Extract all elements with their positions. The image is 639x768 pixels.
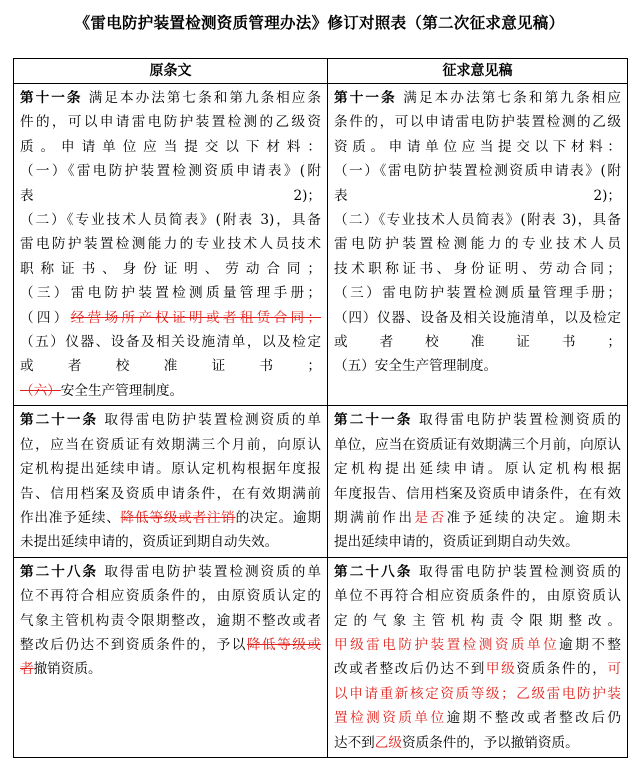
clause-text: 达不到: [334, 734, 375, 751]
original-cell-art21: [14, 406, 328, 557]
clause-text: 单位不再符合相应资质条件的，由原资质认: [334, 588, 621, 605]
text-line: [20, 86, 321, 110]
text-line: [334, 208, 621, 232]
text-line: [334, 706, 621, 730]
clause-text: 表 2)；: [20, 187, 321, 204]
text-line: [20, 281, 321, 305]
page-title: 《雷电防护装置检测资质管理办法》修订对照表（第二次征求意见稿）: [74, 13, 565, 32]
clause-text: 取得雷电防护装置检测资质的单: [98, 563, 321, 580]
article-number: 第二十八条: [334, 563, 413, 580]
clause-text: 或者校准证书；: [20, 358, 321, 375]
text-line: [334, 584, 621, 608]
comparison-table: [13, 58, 628, 758]
article-number: 第二十一条: [20, 412, 99, 429]
clause-text: 告、信用档案及资质申请条件，在有效期满前: [20, 485, 321, 502]
text-line: [334, 306, 621, 330]
original-cell-art11: [14, 84, 328, 406]
article-number: 第二十八条: [20, 563, 99, 580]
text-line: [334, 135, 621, 159]
clause-text: 年度报告、信用档案及资质申请条件，在有效: [334, 485, 621, 502]
text-line: [334, 110, 621, 134]
clause-text: 整改后仍达不到资质条件的，予以: [20, 636, 247, 653]
clause-text: 或者校准证书；: [334, 334, 621, 351]
clause-text: 满足本办法第七条和第九条相应条: [82, 90, 321, 106]
added-text: 是否: [414, 509, 447, 526]
deleted-text: （六）: [20, 382, 61, 399]
clause-text: 资质条件的，予以撤销资质。: [401, 734, 579, 751]
clause-text: 技术职称证书、身份证明、劳动合同；: [334, 260, 621, 277]
text-line: [20, 354, 321, 378]
clause-text: 逾期不整: [559, 636, 621, 653]
clause-text: 单位，应当在资质证有效期满三个月前，向原认: [334, 436, 621, 453]
text-line: [20, 159, 321, 183]
clause-text: 逾期不整改或者整改后仍: [446, 710, 621, 727]
clause-text: 撤销资质。: [33, 661, 102, 678]
text-line: [20, 457, 321, 481]
clause-text: （五）仪器、设备及相关设施清单，以及检定: [20, 334, 321, 351]
text-line: [334, 433, 621, 457]
clause-text: 未提出延续申请的，资质证到期自动失效。: [20, 534, 279, 551]
clause-text: （二）《专业技术人员简表》(附表 3)，具备: [334, 212, 621, 229]
deleted-text: 者: [20, 661, 34, 678]
text-line: [20, 560, 321, 584]
text-line: [20, 633, 321, 657]
text-line: [20, 257, 321, 281]
text-line: [20, 135, 321, 159]
clause-text: （三）雷电防护装置检测质量管理手册；: [20, 285, 321, 302]
clause-text: 定的气象主管机构责令限期整改。: [334, 612, 621, 629]
text-line: [334, 731, 621, 755]
clause-text: 提出延续申请的，资质证到期自动失效。: [334, 534, 579, 551]
table-row: [14, 84, 628, 406]
clause-text: （四）: [20, 309, 71, 326]
clause-text: 作出准予延续、: [20, 509, 121, 526]
text-line: [20, 408, 321, 432]
article-number: 第十一条: [20, 90, 83, 106]
clause-text: 位不再符合相应资质条件的，由原资质认定的: [20, 588, 321, 605]
text-line: [334, 609, 621, 633]
text-line: [20, 433, 321, 457]
clause-text: 职称证书、身份证明、劳动合同；: [20, 260, 321, 277]
original-cell-art28: [14, 557, 328, 757]
text-line: [20, 110, 321, 134]
added-text: 以申请重新核定资质等级；乙级雷电防护装: [334, 685, 621, 702]
clause-text: 改或者整改后仍达不到: [334, 661, 486, 678]
added-text: 甲级雷电防护装置检测资质单位: [334, 636, 560, 653]
added-text: 可: [607, 661, 621, 678]
clause-text: 取得雷电防护装置检测资质的单: [98, 412, 321, 429]
text-line: [20, 482, 321, 506]
clause-text: 期满前作出: [334, 509, 415, 526]
clause-text: 安全生产管理制度。: [60, 382, 184, 399]
clause-text: 条件的，可以申请雷电防护装置检测的乙级: [334, 114, 621, 131]
clause-text: （三）雷电防护装置检测质量管理手册；: [334, 285, 621, 302]
text-line: [334, 530, 621, 554]
text-line: [334, 257, 621, 281]
text-line: [20, 330, 321, 354]
clause-text: 质。申请单位应当提交以下材料：: [20, 138, 321, 155]
header-draft: 征求意见稿: [328, 59, 628, 84]
text-line: [20, 306, 321, 330]
added-text: 置检测资质单位: [334, 710, 447, 727]
table-row: [14, 406, 628, 557]
text-line: [334, 159, 621, 183]
clause-text: 雷电防护装置检测能力的专业技术人员: [334, 236, 621, 253]
text-line: [334, 354, 621, 378]
text-line: [334, 281, 621, 305]
clause-text: 定机构提出延续申请。原认定机构根据年度报: [20, 461, 321, 478]
text-line: [20, 609, 321, 633]
draft-cell-art28: [328, 557, 628, 757]
clause-text: （五）安全生产管理制度。: [334, 358, 498, 375]
clause-text: 定机构提出延续申请。原认定机构根据: [334, 461, 621, 478]
draft-cell-art11: [328, 84, 628, 406]
clause-text: 雷电防护装置检测能力的专业技术人员技术: [20, 236, 321, 253]
deleted-text: 经营场所产权证明或者租赁合同；: [70, 309, 321, 326]
clause-text: 位，应当在资质证有效期满三个月前，向原认: [20, 436, 321, 453]
text-line: [334, 457, 621, 481]
table-row: [14, 557, 628, 757]
draft-cell-art21: [328, 406, 628, 557]
text-line: [20, 208, 321, 232]
text-line: [334, 408, 621, 432]
text-line: [334, 330, 621, 354]
deleted-text: 降低等级或: [246, 636, 321, 653]
article-number: 第二十一条: [334, 412, 413, 429]
text-line: [20, 530, 321, 554]
table-header-row: [14, 59, 628, 84]
deleted-text: 降低等级或者注销: [120, 509, 236, 526]
clause-text: 气象主管机构责令限期整改，逾期不整改或者: [20, 612, 321, 629]
clause-text: （四）仪器、设备及相关设施清单，以及检定: [334, 309, 621, 326]
text-line: [20, 232, 321, 256]
clause-text: 资质。申请单位应当提交以下材料：: [334, 138, 621, 155]
clause-text: 表 2)；: [334, 187, 621, 204]
clause-text: 取得雷电防护装置检测资质的: [412, 563, 621, 580]
text-line: [334, 86, 621, 110]
text-line: [334, 482, 621, 506]
clause-text: （二）《专业技术人员简表》(附表 3)，具备: [20, 212, 321, 229]
added-text: 甲级: [485, 661, 517, 678]
text-line: [20, 657, 321, 681]
clause-text: 件的，可以申请雷电防护装置检测的乙级资: [20, 114, 321, 131]
clause-text: 满足本办法第七条和第九条相应: [396, 90, 621, 106]
clause-text: （一）《雷电防护装置检测资质申请表》(附: [334, 163, 621, 180]
added-text: 乙级: [374, 734, 402, 751]
clause-text: 准予延续的决定。逾期未: [446, 509, 621, 526]
article-number: 第十一条: [334, 90, 397, 106]
text-line: [20, 584, 321, 608]
text-line: [334, 657, 621, 681]
clause-text: （一）《雷电防护装置检测资质申请表》(附: [20, 163, 321, 180]
clause-text: 的决定。逾期: [235, 509, 321, 526]
text-line: [334, 560, 621, 584]
clause-text: 资质条件的，: [516, 661, 608, 678]
text-line: [20, 184, 321, 208]
text-line: [334, 506, 621, 530]
header-original: 原条文: [14, 59, 328, 84]
text-line: [334, 184, 621, 208]
text-line: [20, 506, 321, 530]
clause-text: 取得雷电防护装置检测资质的: [412, 412, 621, 429]
text-line: [334, 682, 621, 706]
text-line: [20, 379, 321, 403]
text-line: [334, 232, 621, 256]
text-line: [334, 633, 621, 657]
